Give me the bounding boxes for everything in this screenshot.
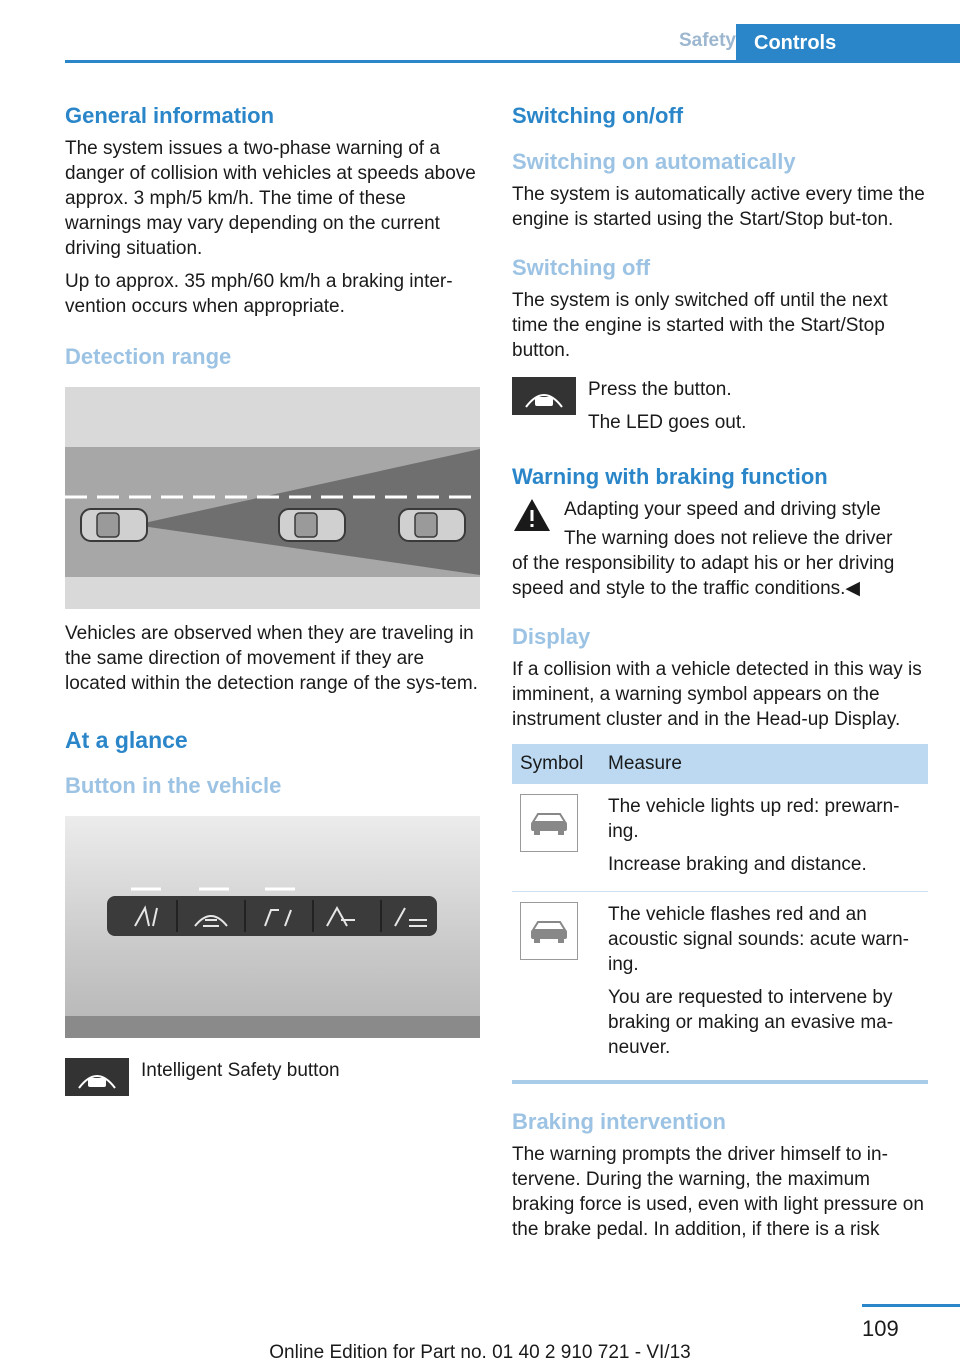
own-vehicle-icon — [81, 509, 147, 541]
intelligent-safety-button-icon — [512, 377, 576, 415]
warning-symbol-table — [512, 744, 928, 1074]
detection-range-paragraph: Vehicles are observed when they are traveling in the same direction of movement if they are located within the detection range of the sys-tem. — [65, 623, 478, 694]
footer-rule — [862, 1304, 960, 1307]
edition-footer: Online Edition for Part no. 01 40 2 910 721 - VI/13 — [269, 1342, 691, 1363]
detection-range-heading: Detection range — [65, 344, 232, 369]
table-row — [512, 784, 928, 892]
row2-measure-b: You are requested to intervene by braking or making an evasive ma-neuver. — [608, 987, 894, 1058]
intelligent-safety-button-icon — [65, 1058, 129, 1096]
warning-note-continuation: of the responsibility to adapt his or her driving speed and style to the traffic conditions.◀ — [512, 553, 895, 599]
press-button-text: Press the button. — [588, 379, 732, 400]
row2-measure-a: The vehicle flashes red and an acoustic signal sounds: acute warn-ing. — [608, 904, 909, 975]
table-header-measure: Measure — [600, 744, 928, 784]
general-information-heading: General information — [65, 103, 275, 128]
vehicle-warning-symbol-icon — [520, 794, 578, 852]
warning-note-line-1: Adapting your speed and driving style — [564, 499, 881, 520]
row1-measure-b: Increase braking and distance. — [608, 854, 867, 875]
display-paragraph: If a collision with a vehicle detected in this way is imminent, a warning symbol appears on the instrument cluster and in the Head-up Display. — [512, 659, 922, 730]
switching-off-heading: Switching off — [512, 255, 651, 280]
header-section-tab: Safety — [678, 30, 736, 51]
warning-triangle-icon — [512, 497, 552, 533]
general-information-paragraph-2: Up to approx. 35 mph/60 km/h a braking inter-vention occurs when appropriate. — [65, 271, 453, 317]
header-rule — [65, 60, 960, 63]
vehicle-far-ahead-icon — [399, 509, 465, 541]
vehicle-ahead-icon — [279, 509, 345, 541]
intelligent-safety-row — [65, 1058, 480, 1096]
row1-measure-a: The vehicle lights up red: prewarn-ing. — [608, 796, 900, 842]
braking-intervention-paragraph: The warning prompts the driver himself to in-tervene. During the warning, the maximum braking force is used, even with light pressure on the brake pedal. In addition, if there is a risk — [512, 1144, 924, 1240]
braking-intervention-heading: Braking intervention — [512, 1109, 726, 1134]
table-row — [512, 892, 928, 1075]
header-chapter-tab: Controls — [736, 24, 960, 62]
warning-braking-heading: Warning with braking function — [512, 464, 828, 489]
at-a-glance-heading: At a glance — [65, 727, 188, 753]
page-number: 109 — [862, 1316, 899, 1341]
display-heading: Display — [512, 624, 591, 649]
left-column — [65, 100, 480, 1096]
intelligent-safety-caption: Intelligent Safety button — [141, 1060, 340, 1081]
switching-off-paragraph: The system is only switched off until the next time the engine is started with the Start/Stop button. — [512, 290, 888, 361]
warning-note-row — [512, 497, 928, 551]
led-goes-out-text: The LED goes out. — [588, 412, 747, 433]
switching-on-off-heading: Switching on/off — [512, 103, 684, 128]
table-header-symbol: Symbol — [512, 744, 600, 784]
vehicle-warning-symbol-icon — [520, 902, 578, 960]
press-button-row — [512, 377, 928, 443]
general-information-paragraph-1: The system issues a two-phase warning of a danger of collision with vehicles at speeds above approx. 3 mph/5 km/h. The time of these warnings may vary depending on the current driving situation. — [65, 138, 476, 259]
warning-note-line-2: The warning does not relieve the driver — [564, 528, 893, 549]
button-in-vehicle-heading: Button in the vehicle — [65, 773, 282, 798]
right-column — [512, 100, 928, 1250]
switching-on-automatically-paragraph: The system is automatically active every time the engine is started using the Start/Stop but-ton. — [512, 184, 925, 230]
button-panel-photo — [65, 816, 480, 1038]
detection-range-illustration — [65, 387, 480, 609]
switching-on-automatically-heading: Switching on automatically — [512, 149, 796, 174]
